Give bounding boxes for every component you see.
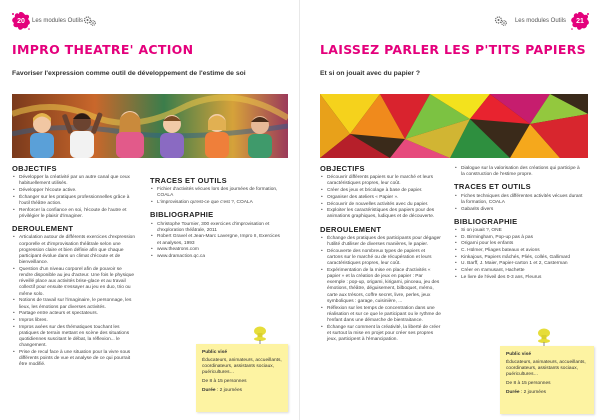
deroulement-heading: DEROULEMENT (320, 224, 382, 234)
list-item: • Gabarits divers (461, 207, 584, 213)
note-duree-value: : 2 journées (520, 390, 547, 395)
note-public: Éducateurs, animateurs, accueillants, coordinateurs, assistants sociaux, puéricultures… (506, 360, 586, 377)
traces-heading: TRACES ET OUTILS (150, 176, 227, 185)
public-note (196, 344, 288, 412)
list-item: • Si on jouait ?, ONE (461, 228, 584, 234)
note-participants: De 8 à 15 personnes (506, 381, 551, 386)
objectifs-heading: OBJECTIFS (320, 164, 365, 173)
right-column-1 (320, 166, 442, 349)
note-duree (202, 388, 282, 394)
list-item: • Exploiter les caractéristiques des papiers pour des animations graphiques, ludiques et de découverte. (327, 208, 442, 220)
page-subtitle: Favoriser l'expression comme outil de développement de l'estime de soi (12, 70, 246, 77)
page-title: LAISSEZ PARLER LES P'TITS PAPIERS (320, 42, 586, 57)
list-item: • Impros axées sur des thématiques touchant les pratiques de terrain mettant en scène des situations quotidiennes suscitant le débat, la réflexion... le changement. (19, 325, 136, 350)
list-item: • L'improvisation qu'est-ce que c'est ?, COALA (157, 200, 280, 206)
list-item: • Dialogue sur la valorisation des créations qui participe à la construction de l'estime propre. (461, 166, 584, 178)
note-duree-value: : 2 journées (216, 388, 243, 393)
gears-icon (494, 15, 508, 27)
running-header-text: Les modules Outils (32, 18, 84, 24)
list-item: • Réflexion sur les temps de concentration dans une réalisation et sur ce que le participant ou le rythme de l'enfant dans une démarche de bientraitance. (327, 306, 442, 325)
page-number: 21 (576, 17, 584, 25)
traces-list (150, 187, 280, 206)
list-item: • Impros libres. (19, 318, 136, 324)
paper-origami-photo (320, 94, 588, 158)
list-item: • www.dramaction.qc.ca (157, 254, 280, 260)
list-item: • Le livre de l'éveil des 0-3 ans, Fleurus (461, 275, 584, 281)
right-page (300, 0, 600, 420)
list-item: • Origami pour les enfants (461, 241, 584, 247)
running-header (388, 14, 588, 30)
list-item: • Fichier d'activités vécues lors des journées de formation, COALA (157, 187, 280, 199)
list-item: • Découverte des nombreux types de papiers et cartons sur le marché ou de récupération et leurs caractéristiques propres, leur coût. (327, 249, 442, 268)
note-title: Public visé (202, 350, 228, 355)
deroulement-continued-list (454, 166, 584, 178)
objectifs-heading: OBJECTIFS (12, 164, 57, 173)
note-duree-label: Durée (202, 388, 216, 393)
note-duree-label: Durée (506, 390, 520, 395)
list-item: • Échange sur comment la créativité, la liberté de créer et surtout la mise en projet pour créer ses propres jeux, participent à l'émancipation. (327, 325, 442, 344)
objectifs-list (12, 175, 136, 220)
list-item: • Découvrir différents papiers sur le marché et leurs caractéristiques propres, leur coût. (327, 175, 442, 187)
list-item: • Échange des pratiques des participants pour dégager l'utilité d'utiliser de diverses manières, le papier. (327, 236, 442, 248)
note-duree (506, 390, 588, 396)
children-photo-image (12, 94, 288, 158)
page-subtitle: Et si on jouait avec du papier ? (320, 70, 421, 77)
list-item: • Christophe Tournier, 300 exercices d'improvisation et d'exploration théâtrale, 2011 (157, 222, 280, 234)
bibliographie-list (454, 228, 584, 281)
list-item: • Développer l'écoute active. (19, 188, 136, 194)
list-item: • Partage entre acteurs et spectateurs. (19, 311, 136, 317)
list-item: • C. Hülmer, Pliages bateaux et avions (461, 248, 584, 254)
list-item: • U. Barff, J. Maier, Papier-carton 1 et 2, Casterman (461, 261, 584, 267)
list-item: • Découvrir de nouvelles activités avec du papier. (327, 202, 442, 208)
note-participants: De 8 à 15 personnes (202, 379, 247, 384)
objectifs-list (320, 175, 442, 220)
list-item: • Articulation autour de différents exercices d'expression corporelle et d'improvisation théâtrale selon une progression claire et bien définie afin que chaque participant évolue dans un climat d'écoute et de bienveillance. (19, 235, 136, 266)
deroulement-list (320, 236, 442, 343)
bibliographie-heading: BIBLIOGRAPHIE (150, 210, 214, 220)
right-column-2 (454, 166, 584, 287)
list-item: • Développer la créativité par un autre canal que ceux habituellement utilisés. (19, 175, 136, 187)
note-title: Public visé (506, 352, 532, 357)
list-item: • Notions de travail sur l'imaginaire, le personnage, les lieux, les émotions par diverses activités. (19, 298, 136, 310)
bibliographie-heading: BIBLIOGRAPHIE (454, 216, 518, 226)
list-item: • Fiches techniques des différentes activités vécues durant la formation, COALA (461, 194, 584, 206)
list-item: • Expérimentation de la mise en place d'activités « papier » et la création de jeux en papier : Par exemple : pop-up, origami, kirigami, pinceau, jeu des émotions, théâtre, déguisement, bilboquet, mémo, carte aux trésors, coffre secret, livre, perles, jeux symboliques : garage, cuisinière, ... (327, 268, 442, 305)
list-item: • Créer en s'amusant, Hachette (461, 268, 584, 274)
running-header-text: Les modules Outils (514, 18, 566, 24)
list-item: • www.theatrons.com (157, 247, 280, 253)
list-item: • Question d'un niveau corporel afin de pouvoir se rendre disponible au jeu d'acteur. Une fois le physique réveillé place aux activités brise-glace et au travail collectif pour ensuite s'essayer au jeu en duo, trio ou même solo. (19, 267, 136, 298)
list-item: • Robert Gravel et Jean-Marc Lavergne, Impro II, Exercices et analyses, 1993 (157, 234, 280, 246)
list-item: • Renforcer la confiance en soi, l'écoute de l'autre et privilégier le plaisir d'imaginer. (19, 208, 136, 220)
public-note (500, 346, 594, 414)
traces-list (454, 194, 584, 213)
deroulement-list (12, 235, 136, 368)
list-item: • Organiser des ateliers « Papier ». (327, 195, 442, 201)
page-number: 20 (17, 17, 25, 25)
list-item: • Prise de recul face à une situation pour la vivre sous différents points de vue et analyse de ce qui pourrait être modifié. (19, 350, 136, 369)
origami-photo-image (320, 94, 588, 158)
left-column-2 (150, 178, 280, 266)
list-item: • D. Birmingham, Pop-up pas à pas (461, 235, 584, 241)
list-item: • Kinkajous, Papiers mâchés, Pliés, collés, Gallimard (461, 255, 584, 261)
left-column-1 (12, 166, 136, 375)
page-number-badge (11, 11, 31, 31)
list-item: • Créer des jeux et bricolage à base de papier. (327, 188, 442, 194)
bibliographie-list (150, 222, 280, 261)
note-public: Éducateurs, animateurs, accueillants, coordinateurs, assistants sociaux, puéricultures… (202, 358, 282, 375)
children-photo (12, 94, 288, 158)
list-item: • Échanger sur les pratiques professionnelles grâce à l'outil théâtre action. (19, 195, 136, 207)
page-title: IMPRO THEATRE' ACTION (12, 42, 194, 57)
traces-heading: TRACES ET OUTILS (454, 182, 531, 192)
gears-icon (83, 15, 97, 27)
deroulement-heading: DEROULEMENT (12, 224, 74, 234)
